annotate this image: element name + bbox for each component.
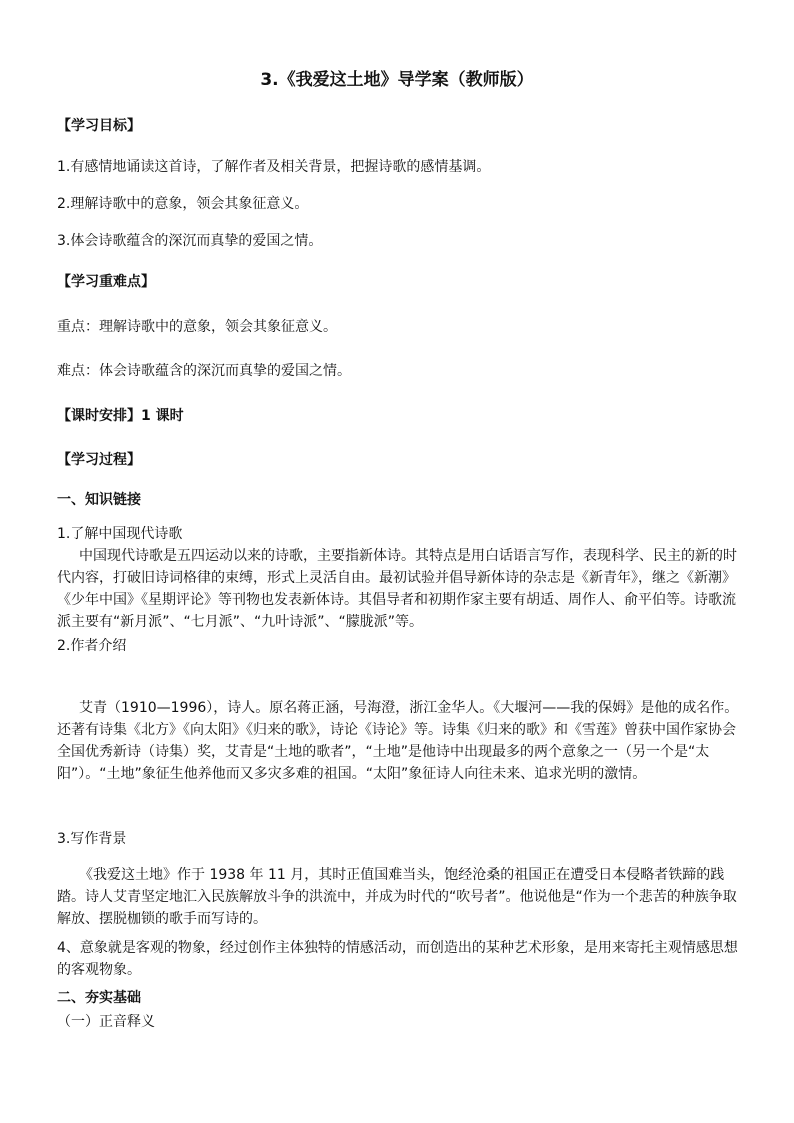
item3-text: 《我爱这土地》作于 1938 年 11 月，其时正值国难当头，饱经沧桑的祖国正在遭受日本侵略者铁蹄的践踏。诗人艾青坚定地汇入民族解放斗争的洪流中，并成为时代的“吹号者”。他说他是“作为一个悲苦的种族争取解放、摆脱枷锁的歌手而写诗的。 (57, 867, 737, 927)
item1-paragraph (57, 545, 747, 633)
document-title: 3.《我爱这土地》导学案（教师版） (260, 70, 534, 90)
objective-item: 3.体会诗歌蕴含的深沉而真挚的爱国之情。 (57, 233, 323, 249)
schedule-label: 【课时安排】 (57, 408, 141, 424)
part2-subheading: （一）正音释义 (57, 1014, 155, 1030)
item4-text: 4、意象就是客观的物象，经过创作主体独特的情感活动，而创造出的某种艺术形象，是用来寄托主观情感思想的客观物象。 (57, 940, 738, 978)
item3-paragraph (57, 864, 747, 930)
objective-item: 2.理解诗歌中的意象，领会其象征意义。 (57, 196, 309, 212)
schedule-line (57, 407, 184, 425)
difficulty-text: 难点：体会诗歌蕴含的深沉而真挚的爱国之情。 (57, 363, 351, 379)
item1-heading: 1.了解中国现代诗歌 (57, 526, 183, 542)
item2-text: 艾青（1910—1996），诗人。原名蒋正涵，号海澄，浙江金华人。《大堰河——我的保姆》是他的成名作。还著有诗集《北方》《向太阳》《归来的歌》，诗论《诗论》等。诗集《归来的歌》和《雪莲》曾获中国作家协会全国优秀新诗（诗集）奖，艾青是“土地的歌者”，“土地”是他诗中出现最多的两个意象之一（另一个是“太阳”）。“土地”象征生他养他而又多灾多难的祖国。“太阳”象征诗人向往未来、追求光明的激情。 (57, 700, 739, 782)
item1-text: 中国现代诗歌是五四运动以来的诗歌，主要指新体诗。其特点是用白话语言写作，表现科学、民主的新的时代内容，打破旧诗词格律的束缚，形式上灵活自由。最初试验并倡导新体诗的杂志是《新青年》，继之《新潮》《少年中国》《星期评论》等刊物也发表新体诗。其倡导者和初期作家主要有胡适、周作人、俞平伯等。诗歌流派主要有“新月派”、“七月派”、“九叶诗派”、“朦胧派”等。 (57, 548, 737, 630)
part1-heading: 一、知识链接 (57, 492, 141, 508)
item4-paragraph (57, 937, 747, 981)
item2-paragraph (57, 697, 747, 785)
part2-heading: 二、夯实基础 (57, 990, 141, 1006)
schedule-value: 1 课时 (141, 408, 184, 424)
keypoint-text: 重点：理解诗歌中的意象，领会其象征意义。 (57, 319, 337, 335)
item3-heading: 3.写作背景 (57, 831, 127, 847)
objective-item: 1.有感情地诵读这首诗，了解作者及相关背景，把握诗歌的感情基调。 (57, 159, 491, 175)
keypoints-heading: 【学习重难点】 (57, 274, 155, 290)
process-heading: 【学习过程】 (57, 452, 141, 468)
objectives-heading: 【学习目标】 (57, 118, 141, 134)
item2-heading: 2.作者介绍 (57, 638, 127, 654)
